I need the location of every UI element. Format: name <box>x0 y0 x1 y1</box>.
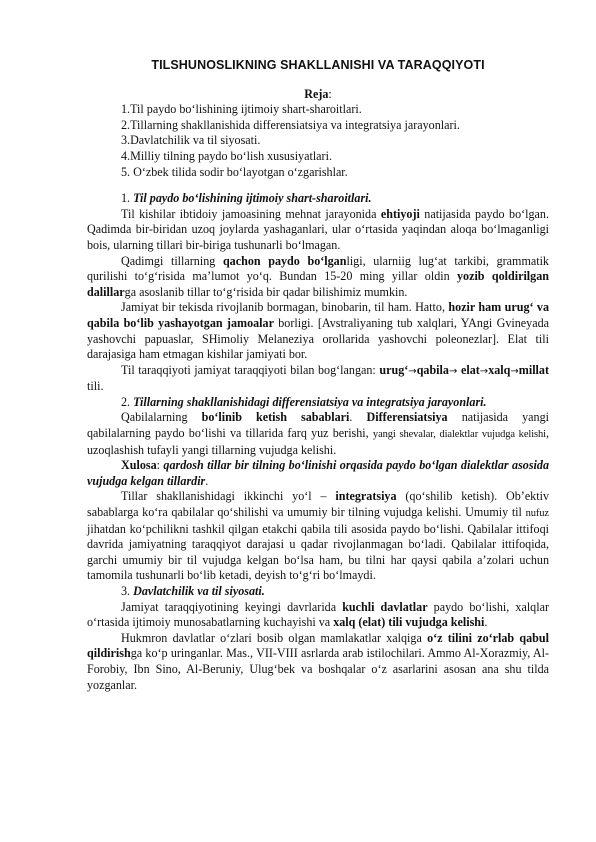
section-title: Tillarning shakllanishidagi differensiatsiya va integratsiya jarayonlari. <box>133 394 487 409</box>
text-run: Qadimgi tillarning <box>121 253 223 268</box>
section-1-heading <box>87 191 549 207</box>
paragraph <box>87 600 549 631</box>
text-run: yangi shevalar, dialektlar vujudga kelishi <box>372 429 546 441</box>
text-run: Tillar shakllanishidagi ikkinchi yo‘l – <box>121 489 336 504</box>
paragraph <box>87 631 549 693</box>
text-run: , uzoqlashish tufayli yangi tillarning vujudga kelishi. <box>87 426 549 457</box>
plan-heading-label: Reja <box>304 86 329 101</box>
arrow-icon: → <box>510 365 519 377</box>
bold-term: bo‘linib ketish sabablari <box>201 410 350 425</box>
bold-term: xalq <box>488 362 511 377</box>
arrow-icon: → <box>408 365 417 377</box>
text-run: Qabilalarning <box>121 410 202 425</box>
spacer <box>87 180 549 191</box>
conclusion-text: qardosh tillar bir tilning bo‘linishi orqasida paydo bo‘lgan dialektlar asosida vujudga kelgan tillardir <box>87 458 549 488</box>
plan-item: 3.Davlatchilik va til siyosati. <box>121 133 261 148</box>
bold-term: yozib qoldirilgan dalillar <box>87 269 549 299</box>
section-number: 1. <box>121 191 134 206</box>
text-run: paydo bo‘lishi, xalqlar o‘rtasida ijtimoiy munosabatlarning kuchayishi va <box>87 599 549 630</box>
bold-term: millat <box>518 362 549 377</box>
text-run: Jamiyat bir tekisda rivojlanib bormagan, binobarin, til ham. Hatto, <box>121 300 449 315</box>
text-run: ligi, ularniig lug‘at tarkibi, grammatik qurilishi to‘g‘risida ma’lumot yo‘q. Bundan 15-20 ming yillar oldin <box>87 253 549 284</box>
bold-term: Differensiatsiya <box>366 410 448 425</box>
bold-term: qachon paydo bo‘lgan <box>222 253 347 268</box>
text-run: . <box>205 473 209 488</box>
text-run: ga asoslanib tillar to‘g‘risida bir qadar bilishimiz mumkin. <box>124 284 408 299</box>
text-run: . <box>349 410 367 425</box>
section-title: Davlatchilik va til siyosati. <box>133 584 265 598</box>
plan-heading-colon: : <box>328 86 332 101</box>
plan-item: 5. O‘zbek tilida sodir bo‘layotgan o‘zgarishlar. <box>121 164 348 179</box>
bold-term: qabila <box>416 362 449 377</box>
text-run: jihatdan ko‘pchilikni tashkil qilgan etakchi qabila tili asosida paydo bo‘lishi. Qabilalar ittifoqi davrida jamiyatning taraqqiyot darajasi u qadar rivojlanmagan bo‘ladi. Qabilalar ittifoqida, garchi umumiy bir til vujudga kelgan bo‘lsa ham, bu tilni har qaysi qabila a’zolari uchun tamomila tushunarli bo‘lib ketadi, deyish to‘g‘ri bo‘lmaydi. <box>87 521 549 583</box>
section-title: Til paydo bo‘lishining ijtimoiy shart-sharoitlari. <box>133 191 372 206</box>
text-run: Hukmron davlatlar o‘zlari bosib olgan mamlakatlar xalqiga <box>121 630 428 645</box>
paragraph <box>87 300 549 362</box>
bold-term: xalq (elat) tili vujudga kelishi <box>333 615 485 630</box>
paragraph <box>87 410 549 458</box>
plan-item: 1.Til paydo bo‘lishining ijtimoiy shart-sharoitlari. <box>121 102 362 117</box>
section-number: 3. <box>121 584 134 598</box>
paragraph <box>87 363 549 395</box>
paragraph <box>87 207 549 254</box>
text-run: Jamiyat taraqqiyotining keyingi davrlarida <box>121 599 343 614</box>
text-run: Til kishilar ibtidoiy jamoasining mehnat jarayonida <box>121 206 381 221</box>
bold-term: elat <box>460 362 480 377</box>
bold-term: Xulosa <box>121 458 157 473</box>
text-run: borligi. [Avstraliyaning tub xalqlari, YAngi Gvineyada yashovchi papuaslar, SHimoliy Melaneziya orollarida yashovchi poleonezlar]. Elat tili darajasiga ham etmagan kishilar jamiyati bor. <box>87 315 549 362</box>
paragraph <box>87 489 549 584</box>
arrow-icon: → <box>479 365 489 377</box>
document-title: TILSHUNOSLIKNING SHAKLLANISHI VA TARAQQIYOTI <box>151 58 485 72</box>
text-run: tili. <box>87 379 104 394</box>
text-run: ga ko‘p uringanlar. Mas., VII-VIII asrlarda arab istilochilari. Ammo Al-Xorazmiy, Al-Forobiy, Ibn Sino, Al-Beruniy, Ulug‘bek va boshqalar o‘z asarlarini asosan ana shu tilda yozganlar. <box>87 646 549 692</box>
bold-term: hozir ham urug‘ va qabila bo‘lib yashayotgan jamoalar <box>87 300 549 330</box>
arrow-icon: → <box>448 365 458 377</box>
bold-term: integratsiya <box>335 489 397 504</box>
bold-term: urug‘ <box>379 362 409 377</box>
section-3-heading <box>87 584 549 600</box>
plan-item: 2.Tillarning shakllanishida differensiatsiya va integratsiya jarayonlari. <box>121 117 460 132</box>
paragraph <box>87 458 549 489</box>
text-run: Til taraqqiyoti jamiyat taraqqiyoti bilan bog‘langan: <box>121 362 380 377</box>
text-run: : <box>156 458 164 473</box>
bold-term: kuchli davlatlar <box>342 599 428 614</box>
plan-heading <box>87 87 549 103</box>
plan-item: 4.Milliy tilning paydo bo‘lish xususiyatlari. <box>121 148 332 163</box>
text-run: . <box>484 615 488 630</box>
text-run: nufuz <box>525 508 549 520</box>
text-run: natijasida paydo bo‘lgan. Qadimda bir-biridan uzoq joylarda yashaganlari, ular o‘rtasida yaqindan aloqa bo‘lmaganligi bois, ularning tillari bir-biriga tushunarli bo‘lmagan. <box>87 206 549 252</box>
section-number: 2. <box>121 394 134 409</box>
text-run: natijasida yangi qabilalarning paydo bo‘lishi va tillarida farq yuz berishi, <box>87 410 550 441</box>
section-2-heading <box>87 395 549 411</box>
bold-term: o‘z tilini zo‘rlab qabul qildirish <box>87 630 549 661</box>
text-run: (qo‘shilib ketish). Ob’ektiv sabablarga ko‘ra qabilalar qo‘shilishi va umumiy bir tilning vujudga kelishi. Umumiy til <box>87 489 549 520</box>
plan-list <box>87 102 549 180</box>
bold-term: ehtiyoji <box>380 206 420 221</box>
paragraph <box>87 254 549 301</box>
